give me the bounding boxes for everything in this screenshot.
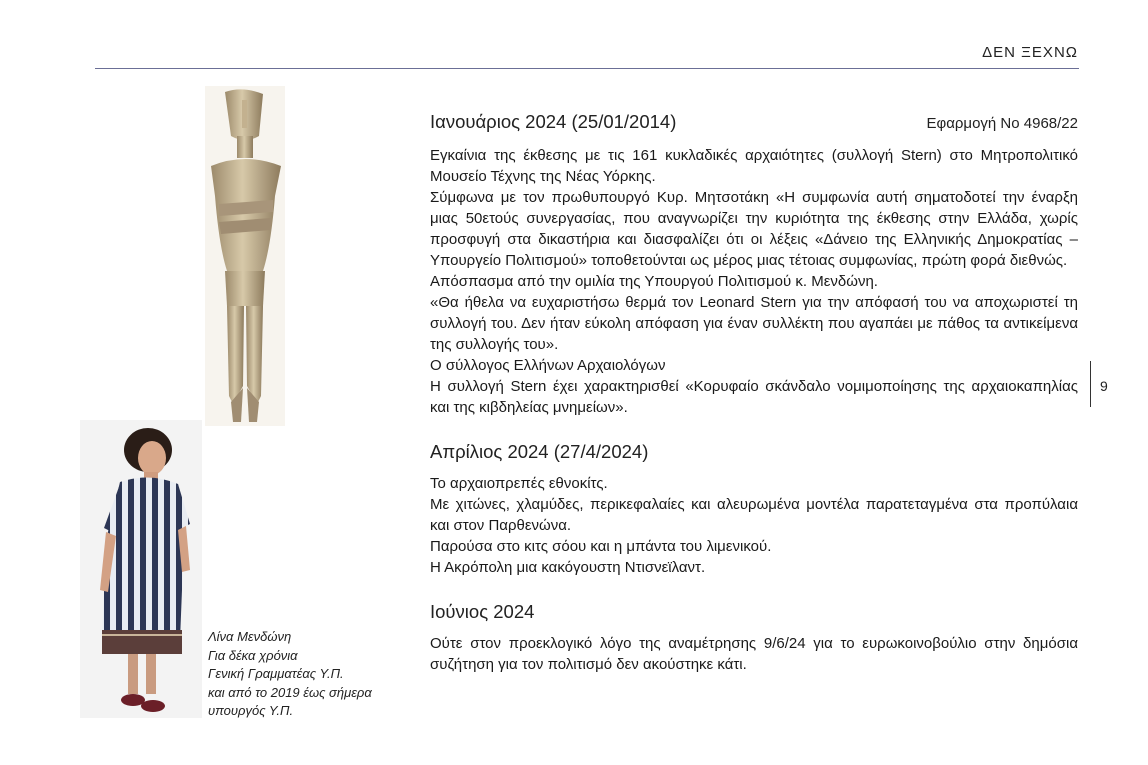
section-june-2024: [430, 600, 1078, 675]
paragraph: Σύμφωνα με τον πρωθυπουργό Κυρ. Μητσοτάκη «Η συμφωνία αυτή σηματοδοτεί την έναρξη μιας 50ετούς συνεργασίας, που αναγνωρίζει την κυριότητα της έκθεσης στην Ελλάδα, χωρίς προσφυγή στα δικαστήρια και διασφαλίζει ότι οι λέξεις «Δάνειο της Ελληνικής Δημοκρατίας – Υπουργείο Πολιτισμού» τοποθετούνται ως μέρος μιας τέτοιας συμφωνίας, πρώτη φορά διεθνώς.: [430, 189, 1078, 269]
paragraph: Εγκαίνια της έκθεσης με τις 161 κυκλαδικές αρχαιότητες (συλλογή Stern) στο Μητροπολιτικό Μουσείο Τέχνης της Νέας Υόρκης.: [430, 147, 1078, 185]
cycladic-figurine-image: [205, 86, 285, 426]
section-heading: Απρίλιος 2024 (27/4/2024): [430, 441, 649, 462]
application-number: Εφαρμογή Νο 4968/22: [926, 115, 1078, 132]
section-january-2024: [430, 110, 1078, 418]
running-head: ΔΕΝ ΞΕΧΝΩ: [982, 44, 1078, 61]
main-text: [430, 110, 1078, 697]
caption-line: Λίνα Μενδώνη: [208, 629, 292, 644]
caption-line: Για δέκα χρόνια: [208, 647, 298, 663]
section-heading: Ιούνιος 2024: [430, 601, 535, 622]
page-number-rule: [1090, 361, 1091, 407]
caption-line: υπουργός Υ.Π.: [208, 703, 294, 718]
page-number: 9: [1100, 378, 1108, 394]
section-heading-row: [430, 110, 1078, 136]
section-april-2024: [430, 440, 1078, 578]
paragraph: Ο σύλλογος Ελλήνων Αρχαιολόγων: [430, 357, 666, 374]
header-rule: [95, 68, 1079, 69]
paragraph: Ούτε στον προεκλογικό λόγο της αναμέτρησης 9/6/24 για το ευρωκοινοβούλιο στην δημόσια συζήτηση για τον πολιτισμό δεν ακούστηκε κάτι.: [430, 635, 1078, 673]
paragraph: Η Ακρόπολη μια κακόγουστη Ντισνεϊλαντ.: [430, 559, 706, 576]
paragraph: Η συλλογή Stern έχει χαρακτηρισθεί «Κορυφαίο σκάνδαλο νομιμοποίησης της αρχαιοκαπηλίας και της κιβδηλείας μνημείων».: [430, 378, 1078, 416]
paragraph: Παρούσα στο κιτς σόου και η μπάντα του λιμενικού.: [430, 538, 772, 555]
paragraph: Απόσπασμα από την ομιλία της Υπουργού Πολιτισμού κ. Μενδώνη.: [430, 273, 878, 290]
paragraph: Με χιτώνες, χλαμύδες, περικεφαλαίες και αλευρωμένα μοντέλα παρατεταγμένα στα προπύλαια και στον Παρθενώνα.: [430, 496, 1078, 534]
paragraph: Το αρχαιοπρεπές εθνοκίτς.: [430, 475, 608, 492]
portrait-drawing: [80, 420, 202, 718]
caption-line: και από το 2019 έως σήμερα: [208, 684, 372, 700]
paragraph: «Θα ήθελα να ευχαριστήσω θερμά τον Leonard Stern για την απόφασή του να αποχωριστεί τη συλλογή του. Δεν ήταν εύκολη απόφαση για έναν συλλέκτη που αγαπάει με πάθος τα αντικείμενα της συλλογής του».: [430, 294, 1078, 353]
figurine-drawing: [205, 86, 285, 426]
caption-line: Γενική Γραμματέας Υ.Π.: [208, 666, 344, 681]
portrait-photo: [80, 420, 202, 718]
section-heading: Ιανουάριος 2024 (25/01/2014): [430, 111, 677, 132]
photo-caption: [208, 628, 408, 721]
